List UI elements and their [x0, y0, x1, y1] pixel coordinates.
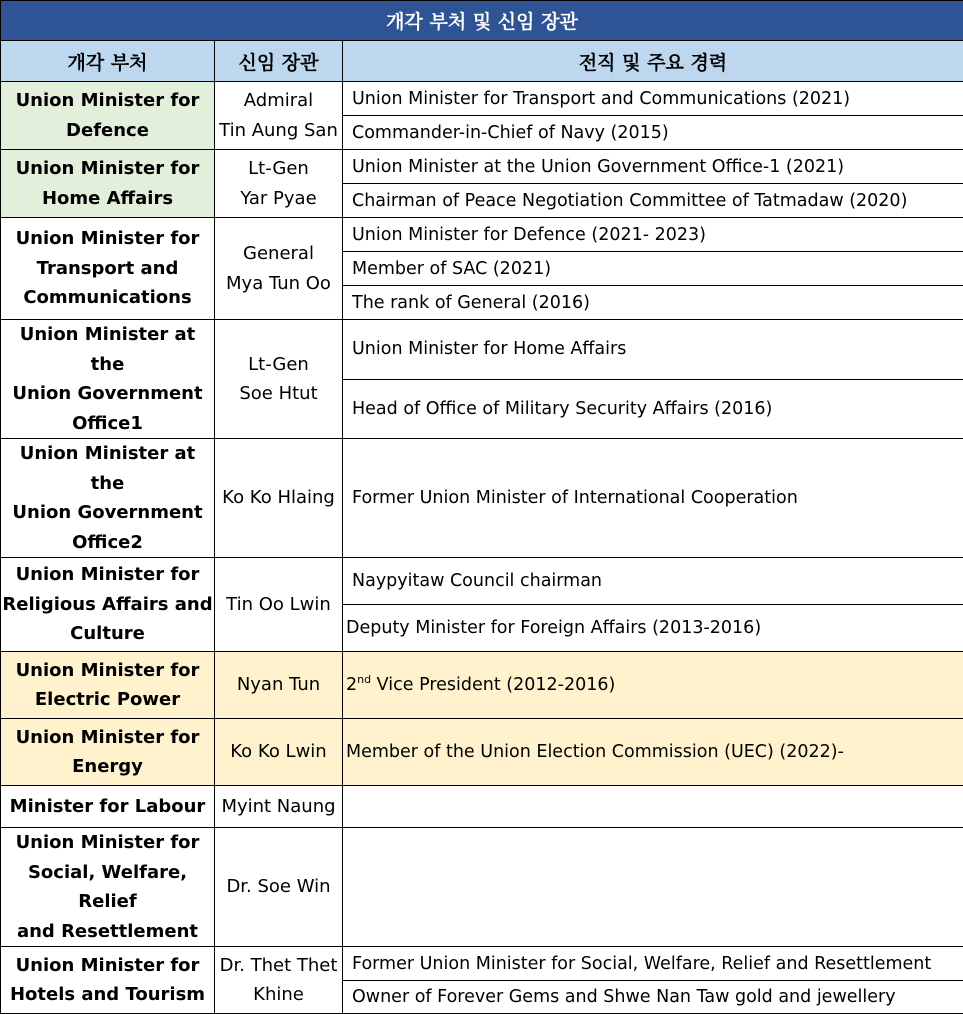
ministry-line: Union Minister at the [20, 443, 196, 494]
ministry-line: Defence [66, 120, 149, 141]
minister-line: General [243, 243, 314, 264]
minister-line: Myint Naung [221, 796, 335, 817]
ministry-line: Transport and [37, 258, 179, 279]
minister-cell [215, 558, 343, 652]
table-title: 개각 부처 및 신임 장관 [1, 1, 963, 41]
career-cell: The rank of General (2016) [343, 286, 963, 320]
minister-line: Mya Tun Oo [226, 273, 331, 294]
ministry-line: Religious Affairs and [2, 594, 212, 615]
career-cell: Member of SAC (2021) [343, 252, 963, 286]
table-row [1, 320, 963, 380]
ministry-line: Union Minister at the [20, 324, 196, 375]
minister-line: Lt-Gen [248, 354, 309, 375]
minister-cell [215, 652, 343, 719]
career-cell: Union Minister for Transport and Communications (2021) [343, 82, 963, 116]
table-row [1, 786, 963, 828]
career-cell: Owner of Forever Gems and Shwe Nan Taw gold and jewellery [343, 981, 963, 1014]
header-ministry: 개각 부처 [1, 41, 215, 82]
ministry-line: Social, Welfare, Relief [28, 862, 187, 913]
table-row [1, 150, 963, 184]
header-row [1, 41, 963, 82]
ministry-cell [1, 947, 215, 1014]
minister-cell [215, 150, 343, 218]
table-row [1, 828, 963, 947]
minister-line: Admiral [244, 90, 313, 111]
ministry-line: Hotels and Tourism [10, 984, 205, 1005]
minister-line: Nyan Tun [237, 674, 320, 695]
career-cell: Union Minister for Defence (2021- 2023) [343, 218, 963, 252]
ministry-line: Minister for Labour [10, 796, 206, 817]
minister-line: Ko Ko Hlaing [222, 487, 335, 508]
ministry-line: Energy [72, 756, 143, 777]
career-cell: Deputy Minister for Foreign Affairs (2013-2016) [343, 605, 963, 652]
header-career: 전직 및 주요 경력 [343, 41, 963, 82]
career-cell: Union Minister for Home Affairs [343, 320, 963, 380]
minister-cell [215, 218, 343, 320]
ministry-cell [1, 786, 215, 828]
ministry-line: Union Minister for [16, 564, 200, 585]
ministry-line: Office2 [72, 532, 143, 553]
career-cell [343, 828, 963, 947]
minister-line: Dr. Thet Thet [220, 955, 338, 976]
career-text: Vice President (2012-2016) [371, 675, 615, 695]
minister-line: Soe Htut [239, 383, 317, 404]
career-cell: Union Minister at the Union Government Office-1 (2021) [343, 150, 963, 184]
minister-line: Yar Pyae [240, 188, 316, 209]
career-cell: Naypyitaw Council chairman [343, 558, 963, 605]
minister-line: Khine [253, 984, 304, 1005]
table-row [1, 439, 963, 558]
table-row [1, 947, 963, 981]
minister-cell [215, 439, 343, 558]
header-minister: 신임 장관 [215, 41, 343, 82]
ministry-line: Union Minister for [16, 228, 200, 249]
ministry-line: Union Minister for [16, 955, 200, 976]
career-cell [343, 786, 963, 828]
minister-cell [215, 786, 343, 828]
ministry-cell [1, 828, 215, 947]
ministry-line: Union Government [12, 383, 202, 404]
career-cell: Chairman of Peace Negotiation Committee of Tatmadaw (2020) [343, 184, 963, 218]
ministry-line: Electric Power [35, 689, 180, 710]
career-cell: Head of Office of Military Security Affairs (2016) [343, 379, 963, 439]
career-cell: Former Union Minister of International Cooperation [343, 439, 963, 558]
ministry-line: Union Minister for [16, 727, 200, 748]
minister-line: Ko Ko Lwin [230, 741, 326, 762]
minister-cell [215, 947, 343, 1014]
ministry-cell [1, 439, 215, 558]
ministry-line: Union Government [12, 502, 202, 523]
minister-line: Dr. Soe Win [226, 876, 330, 897]
ministry-line: and Resettlement [17, 921, 198, 942]
ministry-line: Culture [70, 623, 145, 644]
minister-cell [215, 82, 343, 150]
career-cell: Former Union Minister for Social, Welfare, Relief and Resettlement [343, 947, 963, 981]
table-row [1, 218, 963, 252]
title-row [1, 1, 963, 41]
minister-cell [215, 828, 343, 947]
ministry-cell [1, 320, 215, 439]
minister-line: Lt-Gen [248, 158, 309, 179]
career-cell: Commander-in-Chief of Navy (2015) [343, 116, 963, 150]
ministry-line: Union Minister for [16, 158, 200, 179]
ministry-cell [1, 719, 215, 786]
career-cell: Member of the Union Election Commission (UEC) (2022)- [343, 719, 963, 786]
minister-cell [215, 719, 343, 786]
ministry-cell [1, 558, 215, 652]
ordinal-suffix: nd [357, 673, 371, 686]
table-row [1, 558, 963, 605]
table-row [1, 652, 963, 719]
minister-line: Tin Aung San [219, 120, 338, 141]
ministry-line: Union Minister for [16, 660, 200, 681]
ministry-line: Communications [23, 287, 191, 308]
ministry-cell [1, 150, 215, 218]
minister-line: Tin Oo Lwin [226, 594, 331, 615]
minister-cell [215, 320, 343, 439]
table-row [1, 82, 963, 116]
ministry-line: Union Minister for [16, 90, 200, 111]
career-text: 2 [346, 675, 357, 695]
ministry-line: Home Affairs [42, 188, 173, 209]
table-row [1, 719, 963, 786]
ministry-cell [1, 652, 215, 719]
career-cell [343, 652, 963, 719]
ministry-line: Union Minister for [16, 832, 200, 853]
ministry-cell [1, 82, 215, 150]
ministry-cell [1, 218, 215, 320]
ministry-line: Office1 [72, 413, 143, 434]
